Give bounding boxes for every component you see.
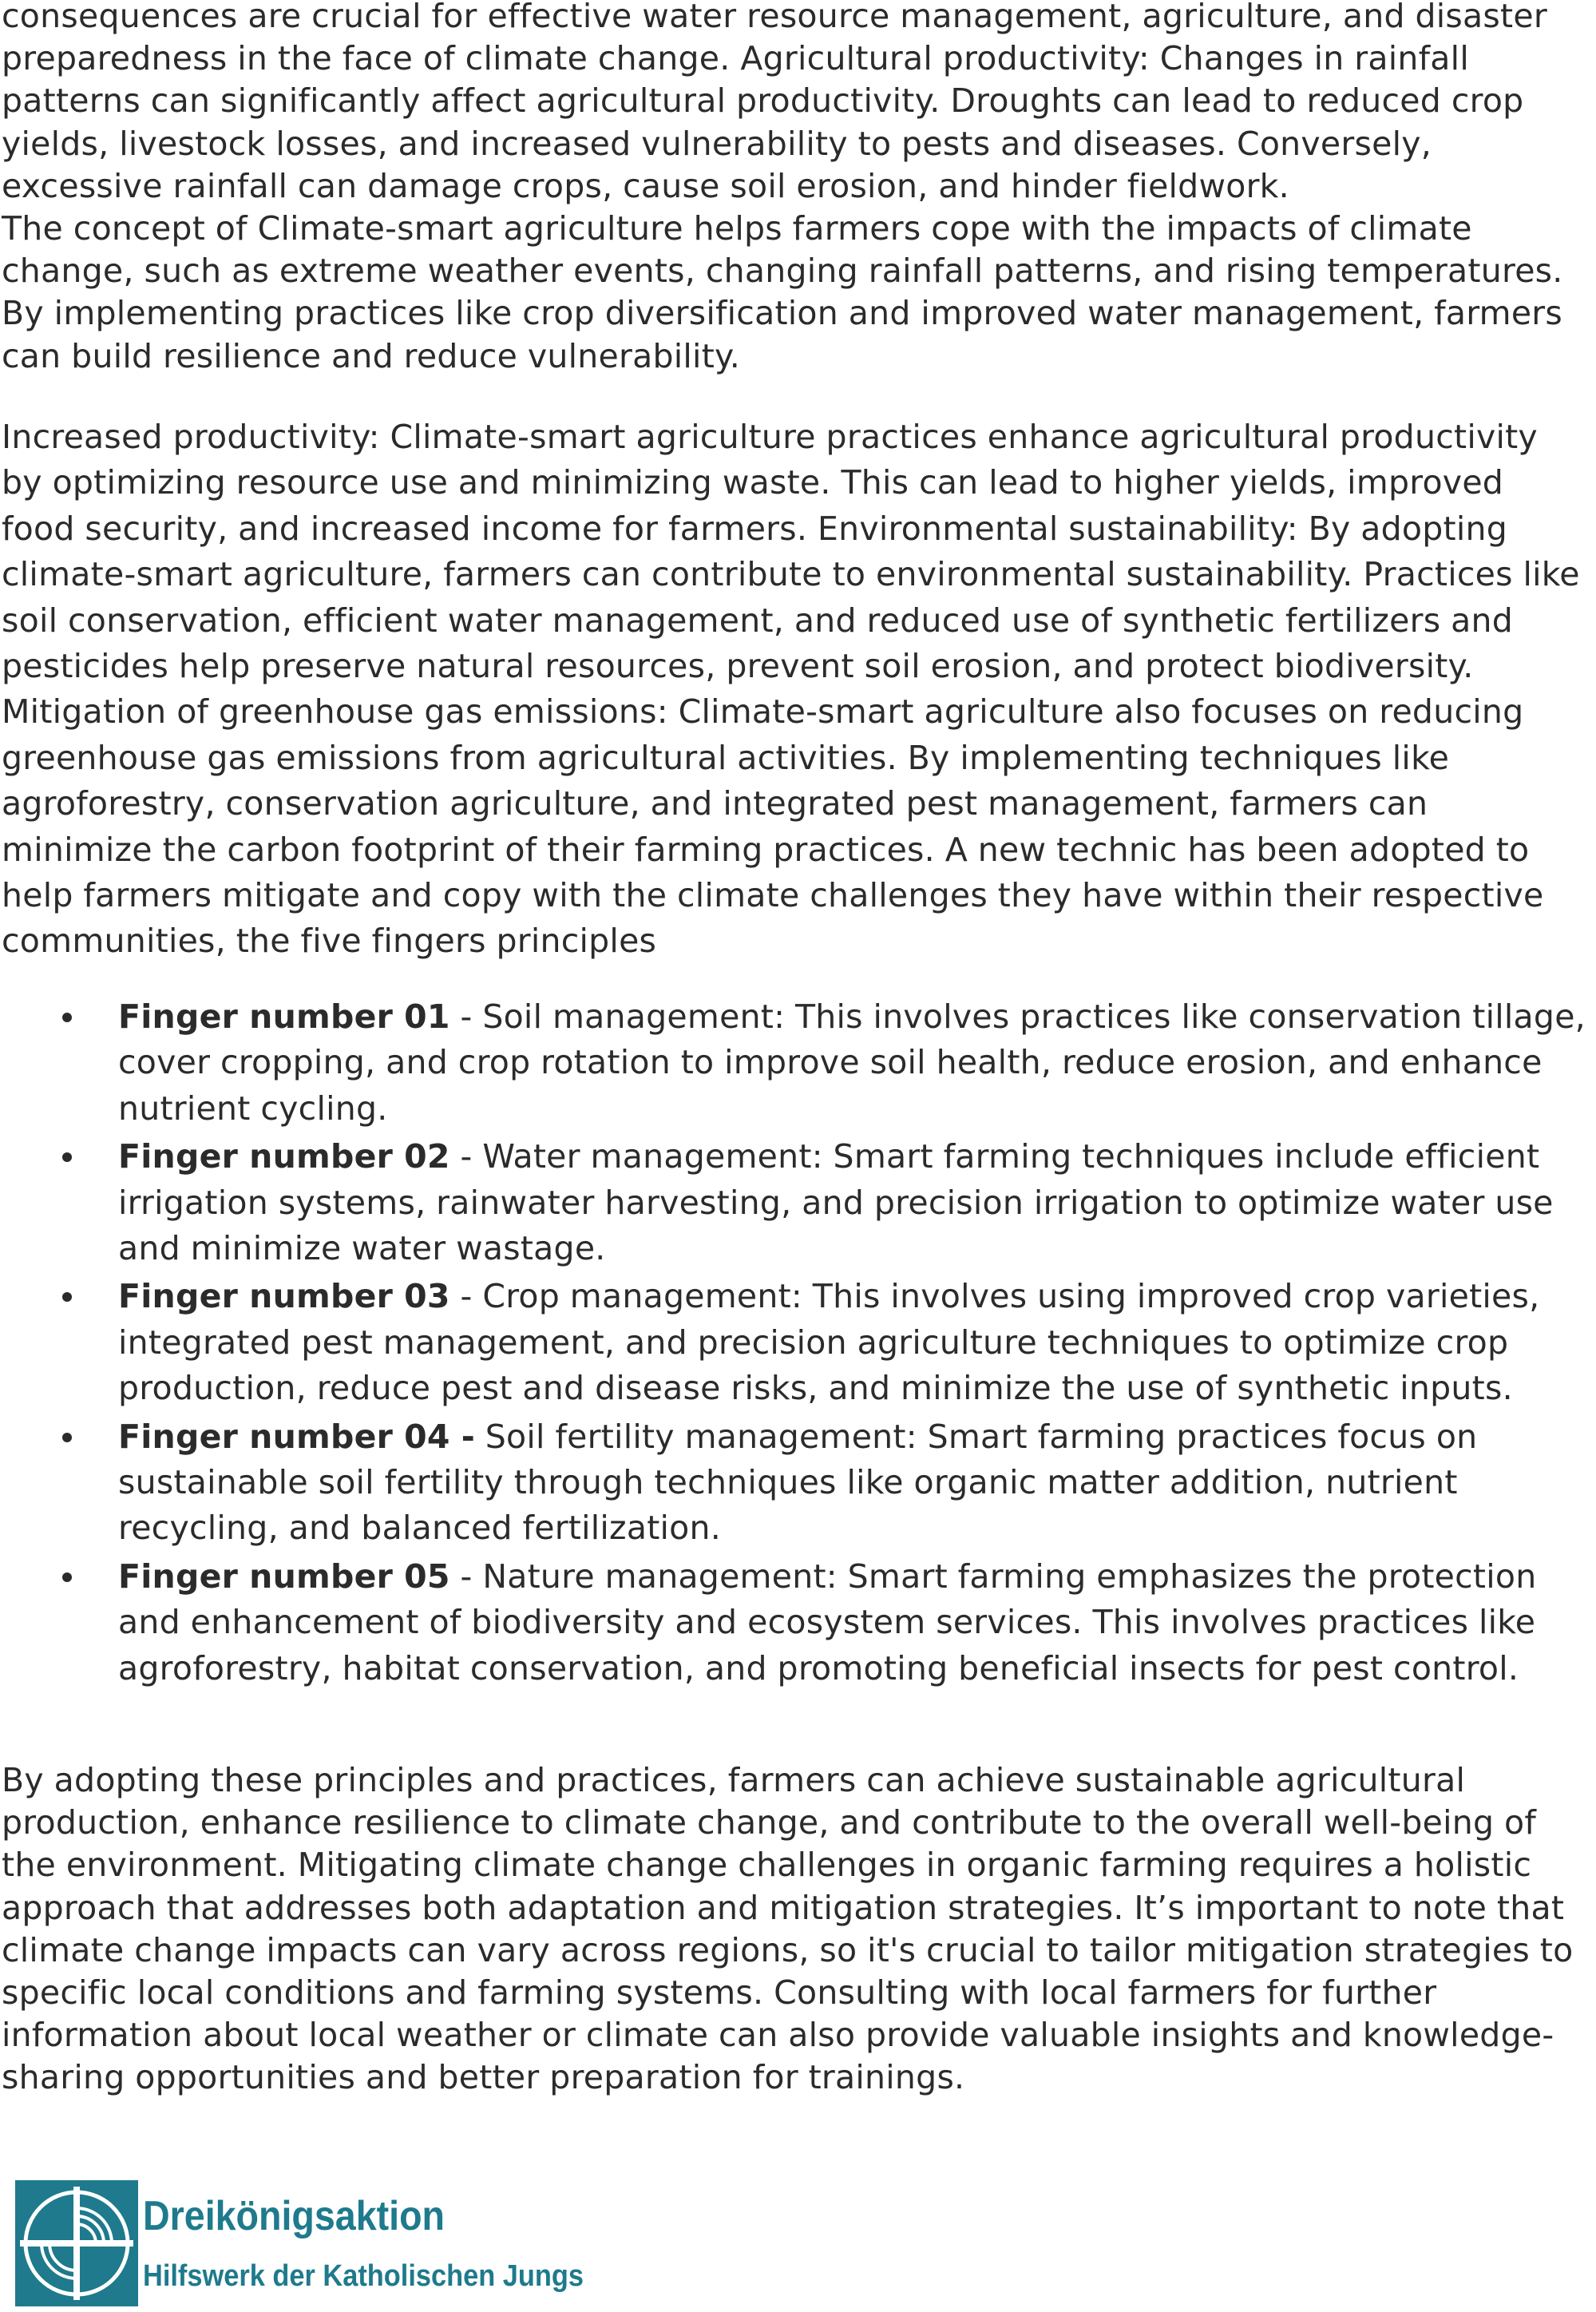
- intro-paragraph: [2, 0, 1586, 378]
- finger-description: - Soil management: This involves practices like conservation tillage, cover cropping, and crop rotation to improve soil health, reduce erosion, and enhance nutrient cycling.: [118, 997, 1586, 1128]
- bullet-icon: [62, 1152, 72, 1162]
- list-item: [118, 994, 1591, 1132]
- bullet-icon: [62, 1292, 72, 1302]
- bullet-icon: [62, 1572, 72, 1582]
- logo-name: Dreikönigsaktion: [143, 2193, 445, 2239]
- finger-description: - Crop management: This involves using improved crop varieties, integrated pest management, and precision agriculture techniques to optimize crop production, reduce pest and disease risks, and minimize the use of synthetic inputs.: [118, 1277, 1540, 1408]
- bullet-icon: [62, 1013, 72, 1022]
- list-item: [118, 1274, 1591, 1411]
- finger-description: Soil fertility management: Smart farming practices focus on sustainable soil fertility through techniques like organic matter addition, nutrient recycling, and balanced fertilization.: [118, 1417, 1478, 1548]
- intro-text-climate-smart: The concept of Climate-smart agriculture helps farmers cope with the impacts of climate change, such as extreme weather events, changing rainfall patterns, and rising temperatures. By implementing practices like crop diversification and improved water management, farmers can build resilience and reduce vulnerability.: [2, 209, 1563, 375]
- bullet-icon: [62, 1433, 72, 1442]
- five-fingers-list: [118, 994, 1591, 1694]
- logo-wordmark: [141, 2180, 588, 2306]
- circle-cross-logo-icon: [15, 2180, 138, 2306]
- finger-label: Finger number 03: [118, 1277, 450, 1316]
- finger-label: Finger number 01: [118, 997, 450, 1036]
- dreikoenigsaktion-logo: [15, 2180, 590, 2306]
- list-item: [118, 1134, 1591, 1271]
- finger-label: Finger number 02: [118, 1137, 450, 1176]
- finger-description: - Water management: Smart farming techniques include efficient irrigation systems, rainwater harvesting, and precision irrigation to optimize water use and minimize water wastage.: [118, 1137, 1554, 1268]
- intro-text-rainfall: consequences are crucial for effective water resource management, agriculture, and disaster preparedness in the face of climate change. Agricultural productivity: Changes in rainfall patterns can significantly affect agricultural productivity. Droughts can lead to reduced crop yields, livestock losses, and increased vulnerability to pests and diseases. Conversely, excessive rainfall can damage crops, cause soil erosion, and hinder fieldwork.: [2, 0, 1547, 205]
- list-item: [118, 1554, 1591, 1691]
- finger-label: Finger number 04 -: [118, 1417, 475, 1456]
- conclusion-paragraph: By adopting these principles and practices, farmers can achieve sustainable agricultural production, enhance resilience to climate change, and contribute to the overall well-being of the environment. Mitigating climate change challenges in organic farming requires a holistic approach that addresses both adaptation and mitigation strategies. It’s important to note that climate change impacts can vary across regions, so it's crucial to tailor mitigation strategies to specific local conditions and farming systems. Consulting with local farmers for further information about local weather or climate can also provide valuable insights and knowledge-sharing opportunities and better preparation for trainings.: [2, 1761, 1574, 2097]
- logo-tagline: Hilfswerk der Katholischen Jungs: [143, 2259, 584, 2293]
- benefits-paragraph: Increased productivity: Climate-smart agriculture practices enhance agricultural productivity by optimizing resource use and minimizing waste. This can lead to higher yields, improved food security, and increased income for farmers. Environmental sustainability: By adopting climate-smart agriculture, farmers can contribute to environmental sustainability. Practices like soil conservation, efficient water management, and reduced use of synthetic fertilizers and pesticides help preserve natural resources, prevent soil erosion, and protect biodiversity. Mitigation of greenhouse gas emissions: Climate-smart agriculture also focuses on reducing greenhouse gas emissions from agricultural activities. By implementing techniques like agroforestry, conservation agriculture, and integrated pest management, farmers can minimize the carbon footprint of their farming practices. A new technic has been adopted to help farmers mitigate and copy with the climate challenges they have within their respective communities, the five fingers principles: [2, 418, 1580, 961]
- finger-label: Finger number 05: [118, 1557, 450, 1596]
- finger-description: - Nature management: Smart farming emphasizes the protection and enhancement of biodiversity and ecosystem services. This involves practices like agroforestry, habitat conservation, and promoting beneficial insects for pest control.: [118, 1557, 1537, 1687]
- list-item: [118, 1414, 1591, 1552]
